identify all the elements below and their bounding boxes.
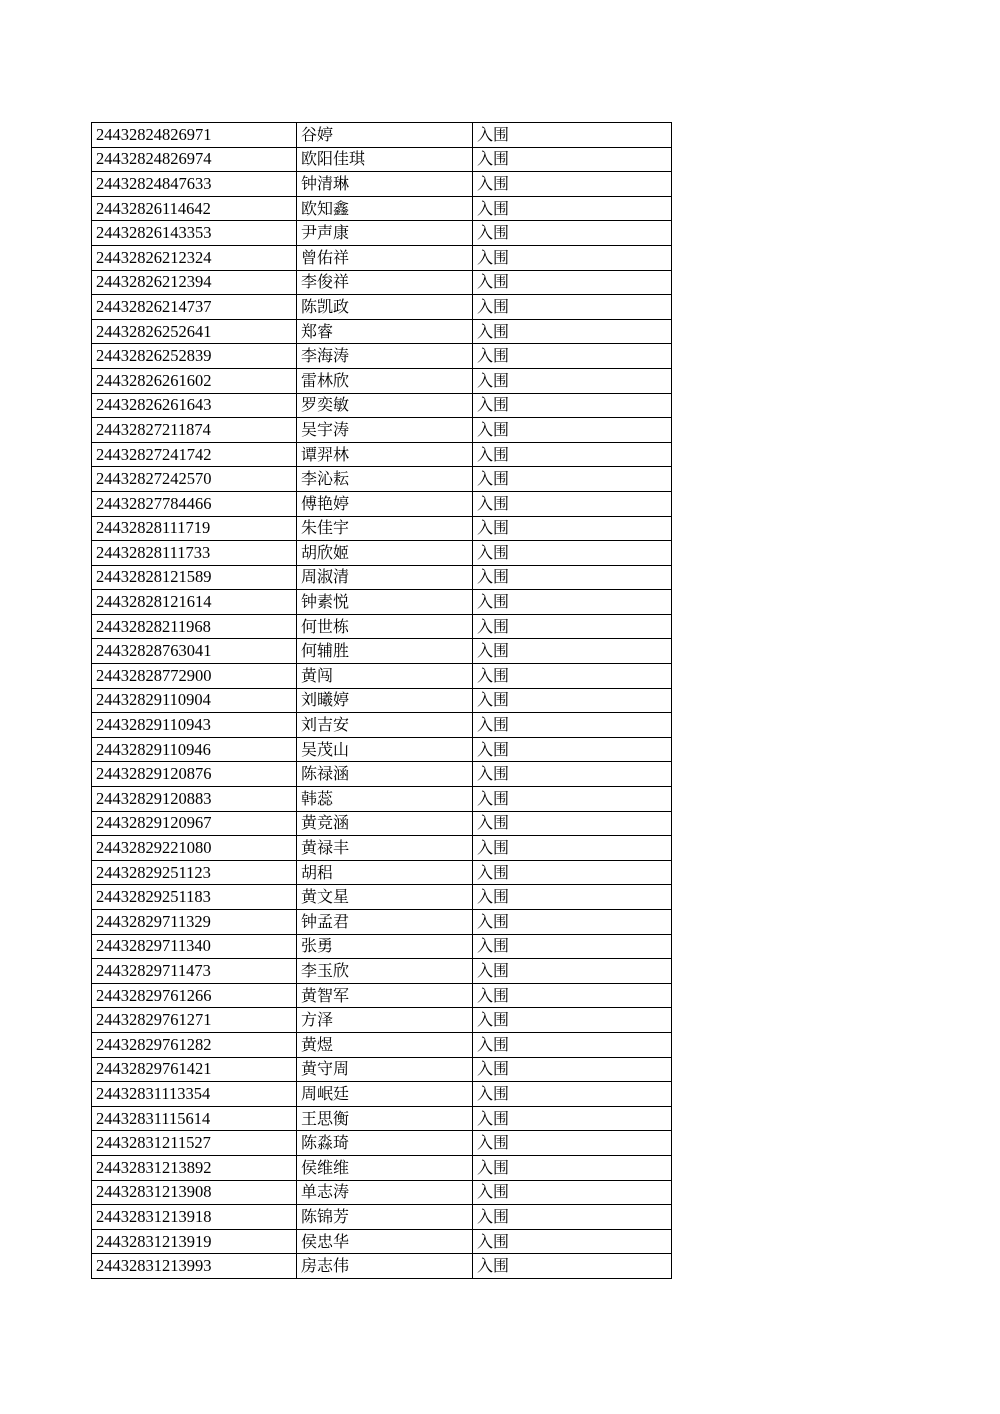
status-cell: 入围 bbox=[473, 713, 672, 738]
candidate-id-cell: 24432828121614 bbox=[92, 590, 297, 615]
candidate-id-cell: 24432829221080 bbox=[92, 836, 297, 861]
status-cell: 入围 bbox=[473, 910, 672, 935]
candidate-id-cell: 24432824847633 bbox=[92, 172, 297, 197]
status-cell: 入围 bbox=[473, 491, 672, 516]
candidate-name-cell: 陈锦芳 bbox=[297, 1205, 473, 1230]
table-row bbox=[92, 811, 672, 836]
table-row bbox=[92, 319, 672, 344]
candidate-id-cell: 24432831115614 bbox=[92, 1106, 297, 1131]
table-row bbox=[92, 713, 672, 738]
table-row bbox=[92, 147, 672, 172]
candidate-name-cell: 何辅胜 bbox=[297, 639, 473, 664]
status-cell: 入围 bbox=[473, 344, 672, 369]
table-row bbox=[92, 910, 672, 935]
table-row bbox=[92, 1180, 672, 1205]
candidate-id-cell: 24432829120876 bbox=[92, 762, 297, 787]
table-row bbox=[92, 123, 672, 148]
table-row bbox=[92, 1155, 672, 1180]
table-row bbox=[92, 1032, 672, 1057]
status-cell: 入围 bbox=[473, 1008, 672, 1033]
table-row bbox=[92, 1131, 672, 1156]
candidate-name-cell: 陈禄涵 bbox=[297, 762, 473, 787]
candidate-id-cell: 24432828211968 bbox=[92, 614, 297, 639]
table-row bbox=[92, 1205, 672, 1230]
candidate-id-cell: 24432831213892 bbox=[92, 1155, 297, 1180]
candidate-name-cell: 刘吉安 bbox=[297, 713, 473, 738]
status-cell: 入围 bbox=[473, 1155, 672, 1180]
candidate-name-cell: 吴宇涛 bbox=[297, 418, 473, 443]
candidate-name-cell: 曾佑祥 bbox=[297, 245, 473, 270]
candidate-name-cell: 李海涛 bbox=[297, 344, 473, 369]
candidate-id-cell: 24432827784466 bbox=[92, 491, 297, 516]
table-row bbox=[92, 491, 672, 516]
status-cell: 入围 bbox=[473, 664, 672, 689]
candidate-name-cell: 黄守周 bbox=[297, 1057, 473, 1082]
candidate-id-cell: 24432829711329 bbox=[92, 910, 297, 935]
candidate-name-cell: 钟素悦 bbox=[297, 590, 473, 615]
candidate-id-cell: 24432829110943 bbox=[92, 713, 297, 738]
candidate-name-cell: 李沁耘 bbox=[297, 467, 473, 492]
candidate-id-cell: 24432828111719 bbox=[92, 516, 297, 541]
status-cell: 入围 bbox=[473, 1254, 672, 1279]
candidate-id-cell: 24432831211527 bbox=[92, 1131, 297, 1156]
table-row bbox=[92, 1057, 672, 1082]
candidate-id-cell: 24432829761421 bbox=[92, 1057, 297, 1082]
status-cell: 入围 bbox=[473, 516, 672, 541]
table-row bbox=[92, 614, 672, 639]
candidate-name-cell: 雷林欣 bbox=[297, 368, 473, 393]
table-row bbox=[92, 934, 672, 959]
table-row bbox=[92, 245, 672, 270]
table-row bbox=[92, 541, 672, 566]
status-cell: 入围 bbox=[473, 737, 672, 762]
status-cell: 入围 bbox=[473, 811, 672, 836]
table-row bbox=[92, 664, 672, 689]
table-row bbox=[92, 1008, 672, 1033]
table-row bbox=[92, 1106, 672, 1131]
table-row bbox=[92, 221, 672, 246]
candidate-name-cell: 胡欣姬 bbox=[297, 541, 473, 566]
table-row bbox=[92, 442, 672, 467]
table-row bbox=[92, 295, 672, 320]
candidate-name-cell: 黄禄丰 bbox=[297, 836, 473, 861]
candidate-id-cell: 24432829120967 bbox=[92, 811, 297, 836]
status-cell: 入围 bbox=[473, 1229, 672, 1254]
status-cell: 入围 bbox=[473, 368, 672, 393]
candidate-name-cell: 谭羿林 bbox=[297, 442, 473, 467]
candidate-name-cell: 何世栋 bbox=[297, 614, 473, 639]
candidate-id-cell: 24432831213993 bbox=[92, 1254, 297, 1279]
table-row bbox=[92, 516, 672, 541]
candidate-name-cell: 单志涛 bbox=[297, 1180, 473, 1205]
candidate-id-cell: 24432829110946 bbox=[92, 737, 297, 762]
candidate-id-cell: 24432829761266 bbox=[92, 983, 297, 1008]
table-row bbox=[92, 467, 672, 492]
table-row bbox=[92, 196, 672, 221]
candidate-name-cell: 周淑清 bbox=[297, 565, 473, 590]
candidate-name-cell: 刘曦婷 bbox=[297, 688, 473, 713]
table-row bbox=[92, 860, 672, 885]
candidate-id-cell: 24432828763041 bbox=[92, 639, 297, 664]
table-row bbox=[92, 1254, 672, 1279]
table-row bbox=[92, 1082, 672, 1107]
status-cell: 入围 bbox=[473, 1205, 672, 1230]
status-cell: 入围 bbox=[473, 1057, 672, 1082]
table-row bbox=[92, 737, 672, 762]
status-cell: 入围 bbox=[473, 959, 672, 984]
candidate-id-cell: 24432828772900 bbox=[92, 664, 297, 689]
table-row bbox=[92, 368, 672, 393]
candidate-id-cell: 24432827241742 bbox=[92, 442, 297, 467]
status-cell: 入围 bbox=[473, 270, 672, 295]
candidate-id-cell: 24432826114642 bbox=[92, 196, 297, 221]
candidate-id-cell: 24432829251123 bbox=[92, 860, 297, 885]
candidate-name-cell: 方泽 bbox=[297, 1008, 473, 1033]
status-cell: 入围 bbox=[473, 123, 672, 148]
table-row bbox=[92, 344, 672, 369]
candidate-name-cell: 黄煜 bbox=[297, 1032, 473, 1057]
candidate-name-cell: 尹声康 bbox=[297, 221, 473, 246]
status-cell: 入围 bbox=[473, 1082, 672, 1107]
table-row bbox=[92, 688, 672, 713]
candidate-name-cell: 张勇 bbox=[297, 934, 473, 959]
status-cell: 入围 bbox=[473, 172, 672, 197]
candidate-id-cell: 24432829761282 bbox=[92, 1032, 297, 1057]
candidate-name-cell: 陈凯政 bbox=[297, 295, 473, 320]
candidate-id-cell: 24432829761271 bbox=[92, 1008, 297, 1033]
results-table bbox=[91, 122, 672, 1279]
table-row bbox=[92, 590, 672, 615]
candidate-name-cell: 谷婷 bbox=[297, 123, 473, 148]
table-row bbox=[92, 639, 672, 664]
candidate-id-cell: 24432829110904 bbox=[92, 688, 297, 713]
candidate-id-cell: 24432826261643 bbox=[92, 393, 297, 418]
status-cell: 入围 bbox=[473, 418, 672, 443]
results-table-body bbox=[92, 123, 672, 1279]
status-cell: 入围 bbox=[473, 934, 672, 959]
candidate-name-cell: 黄智军 bbox=[297, 983, 473, 1008]
candidate-name-cell: 胡稆 bbox=[297, 860, 473, 885]
status-cell: 入围 bbox=[473, 590, 672, 615]
candidate-id-cell: 24432829120883 bbox=[92, 787, 297, 812]
candidate-id-cell: 24432829711473 bbox=[92, 959, 297, 984]
status-cell: 入围 bbox=[473, 565, 672, 590]
status-cell: 入围 bbox=[473, 1180, 672, 1205]
candidate-name-cell: 周岷廷 bbox=[297, 1082, 473, 1107]
candidate-name-cell: 黄闯 bbox=[297, 664, 473, 689]
table-row bbox=[92, 1229, 672, 1254]
candidate-id-cell: 24432829711340 bbox=[92, 934, 297, 959]
candidate-id-cell: 24432826252839 bbox=[92, 344, 297, 369]
candidate-id-cell: 24432826261602 bbox=[92, 368, 297, 393]
status-cell: 入围 bbox=[473, 1032, 672, 1057]
candidate-name-cell: 李俊祥 bbox=[297, 270, 473, 295]
status-cell: 入围 bbox=[473, 885, 672, 910]
status-cell: 入围 bbox=[473, 295, 672, 320]
candidate-name-cell: 傅艳婷 bbox=[297, 491, 473, 516]
candidate-name-cell: 侯忠华 bbox=[297, 1229, 473, 1254]
status-cell: 入围 bbox=[473, 787, 672, 812]
candidate-id-cell: 24432826214737 bbox=[92, 295, 297, 320]
status-cell: 入围 bbox=[473, 762, 672, 787]
status-cell: 入围 bbox=[473, 541, 672, 566]
status-cell: 入围 bbox=[473, 442, 672, 467]
candidate-name-cell: 钟清琳 bbox=[297, 172, 473, 197]
table-row bbox=[92, 787, 672, 812]
candidate-id-cell: 24432831213918 bbox=[92, 1205, 297, 1230]
candidate-name-cell: 黄竞涵 bbox=[297, 811, 473, 836]
candidate-name-cell: 朱佳宇 bbox=[297, 516, 473, 541]
candidate-id-cell: 24432828111733 bbox=[92, 541, 297, 566]
table-row bbox=[92, 565, 672, 590]
status-cell: 入围 bbox=[473, 614, 672, 639]
status-cell: 入围 bbox=[473, 245, 672, 270]
table-row bbox=[92, 983, 672, 1008]
status-cell: 入围 bbox=[473, 860, 672, 885]
candidate-name-cell: 郑睿 bbox=[297, 319, 473, 344]
table-row bbox=[92, 959, 672, 984]
table-row bbox=[92, 762, 672, 787]
status-cell: 入围 bbox=[473, 467, 672, 492]
status-cell: 入围 bbox=[473, 836, 672, 861]
table-row bbox=[92, 172, 672, 197]
candidate-name-cell: 侯维维 bbox=[297, 1155, 473, 1180]
candidate-id-cell: 24432826212324 bbox=[92, 245, 297, 270]
candidate-id-cell: 24432828121589 bbox=[92, 565, 297, 590]
candidate-name-cell: 吴茂山 bbox=[297, 737, 473, 762]
candidate-id-cell: 24432824826971 bbox=[92, 123, 297, 148]
candidate-name-cell: 韩蕊 bbox=[297, 787, 473, 812]
candidate-name-cell: 欧阳佳琪 bbox=[297, 147, 473, 172]
candidate-id-cell: 24432826212394 bbox=[92, 270, 297, 295]
candidate-id-cell: 24432827211874 bbox=[92, 418, 297, 443]
status-cell: 入围 bbox=[473, 147, 672, 172]
candidate-id-cell: 24432829251183 bbox=[92, 885, 297, 910]
status-cell: 入围 bbox=[473, 221, 672, 246]
candidate-name-cell: 李玉欣 bbox=[297, 959, 473, 984]
table-row bbox=[92, 418, 672, 443]
candidate-name-cell: 罗奕敏 bbox=[297, 393, 473, 418]
status-cell: 入围 bbox=[473, 196, 672, 221]
status-cell: 入围 bbox=[473, 319, 672, 344]
candidate-id-cell: 24432824826974 bbox=[92, 147, 297, 172]
table-row bbox=[92, 270, 672, 295]
candidate-name-cell: 房志伟 bbox=[297, 1254, 473, 1279]
status-cell: 入围 bbox=[473, 1106, 672, 1131]
candidate-name-cell: 欧知鑫 bbox=[297, 196, 473, 221]
candidate-id-cell: 24432826143353 bbox=[92, 221, 297, 246]
table-row bbox=[92, 393, 672, 418]
status-cell: 入围 bbox=[473, 639, 672, 664]
status-cell: 入围 bbox=[473, 1131, 672, 1156]
candidate-id-cell: 24432827242570 bbox=[92, 467, 297, 492]
status-cell: 入围 bbox=[473, 688, 672, 713]
candidate-id-cell: 24432826252641 bbox=[92, 319, 297, 344]
table-row bbox=[92, 885, 672, 910]
candidate-id-cell: 24432831213919 bbox=[92, 1229, 297, 1254]
status-cell: 入围 bbox=[473, 983, 672, 1008]
candidate-name-cell: 黄文星 bbox=[297, 885, 473, 910]
candidate-name-cell: 王思衡 bbox=[297, 1106, 473, 1131]
candidate-name-cell: 钟孟君 bbox=[297, 910, 473, 935]
candidate-id-cell: 24432831113354 bbox=[92, 1082, 297, 1107]
candidate-name-cell: 陈淼琦 bbox=[297, 1131, 473, 1156]
candidate-id-cell: 24432831213908 bbox=[92, 1180, 297, 1205]
table-row bbox=[92, 836, 672, 861]
status-cell: 入围 bbox=[473, 393, 672, 418]
